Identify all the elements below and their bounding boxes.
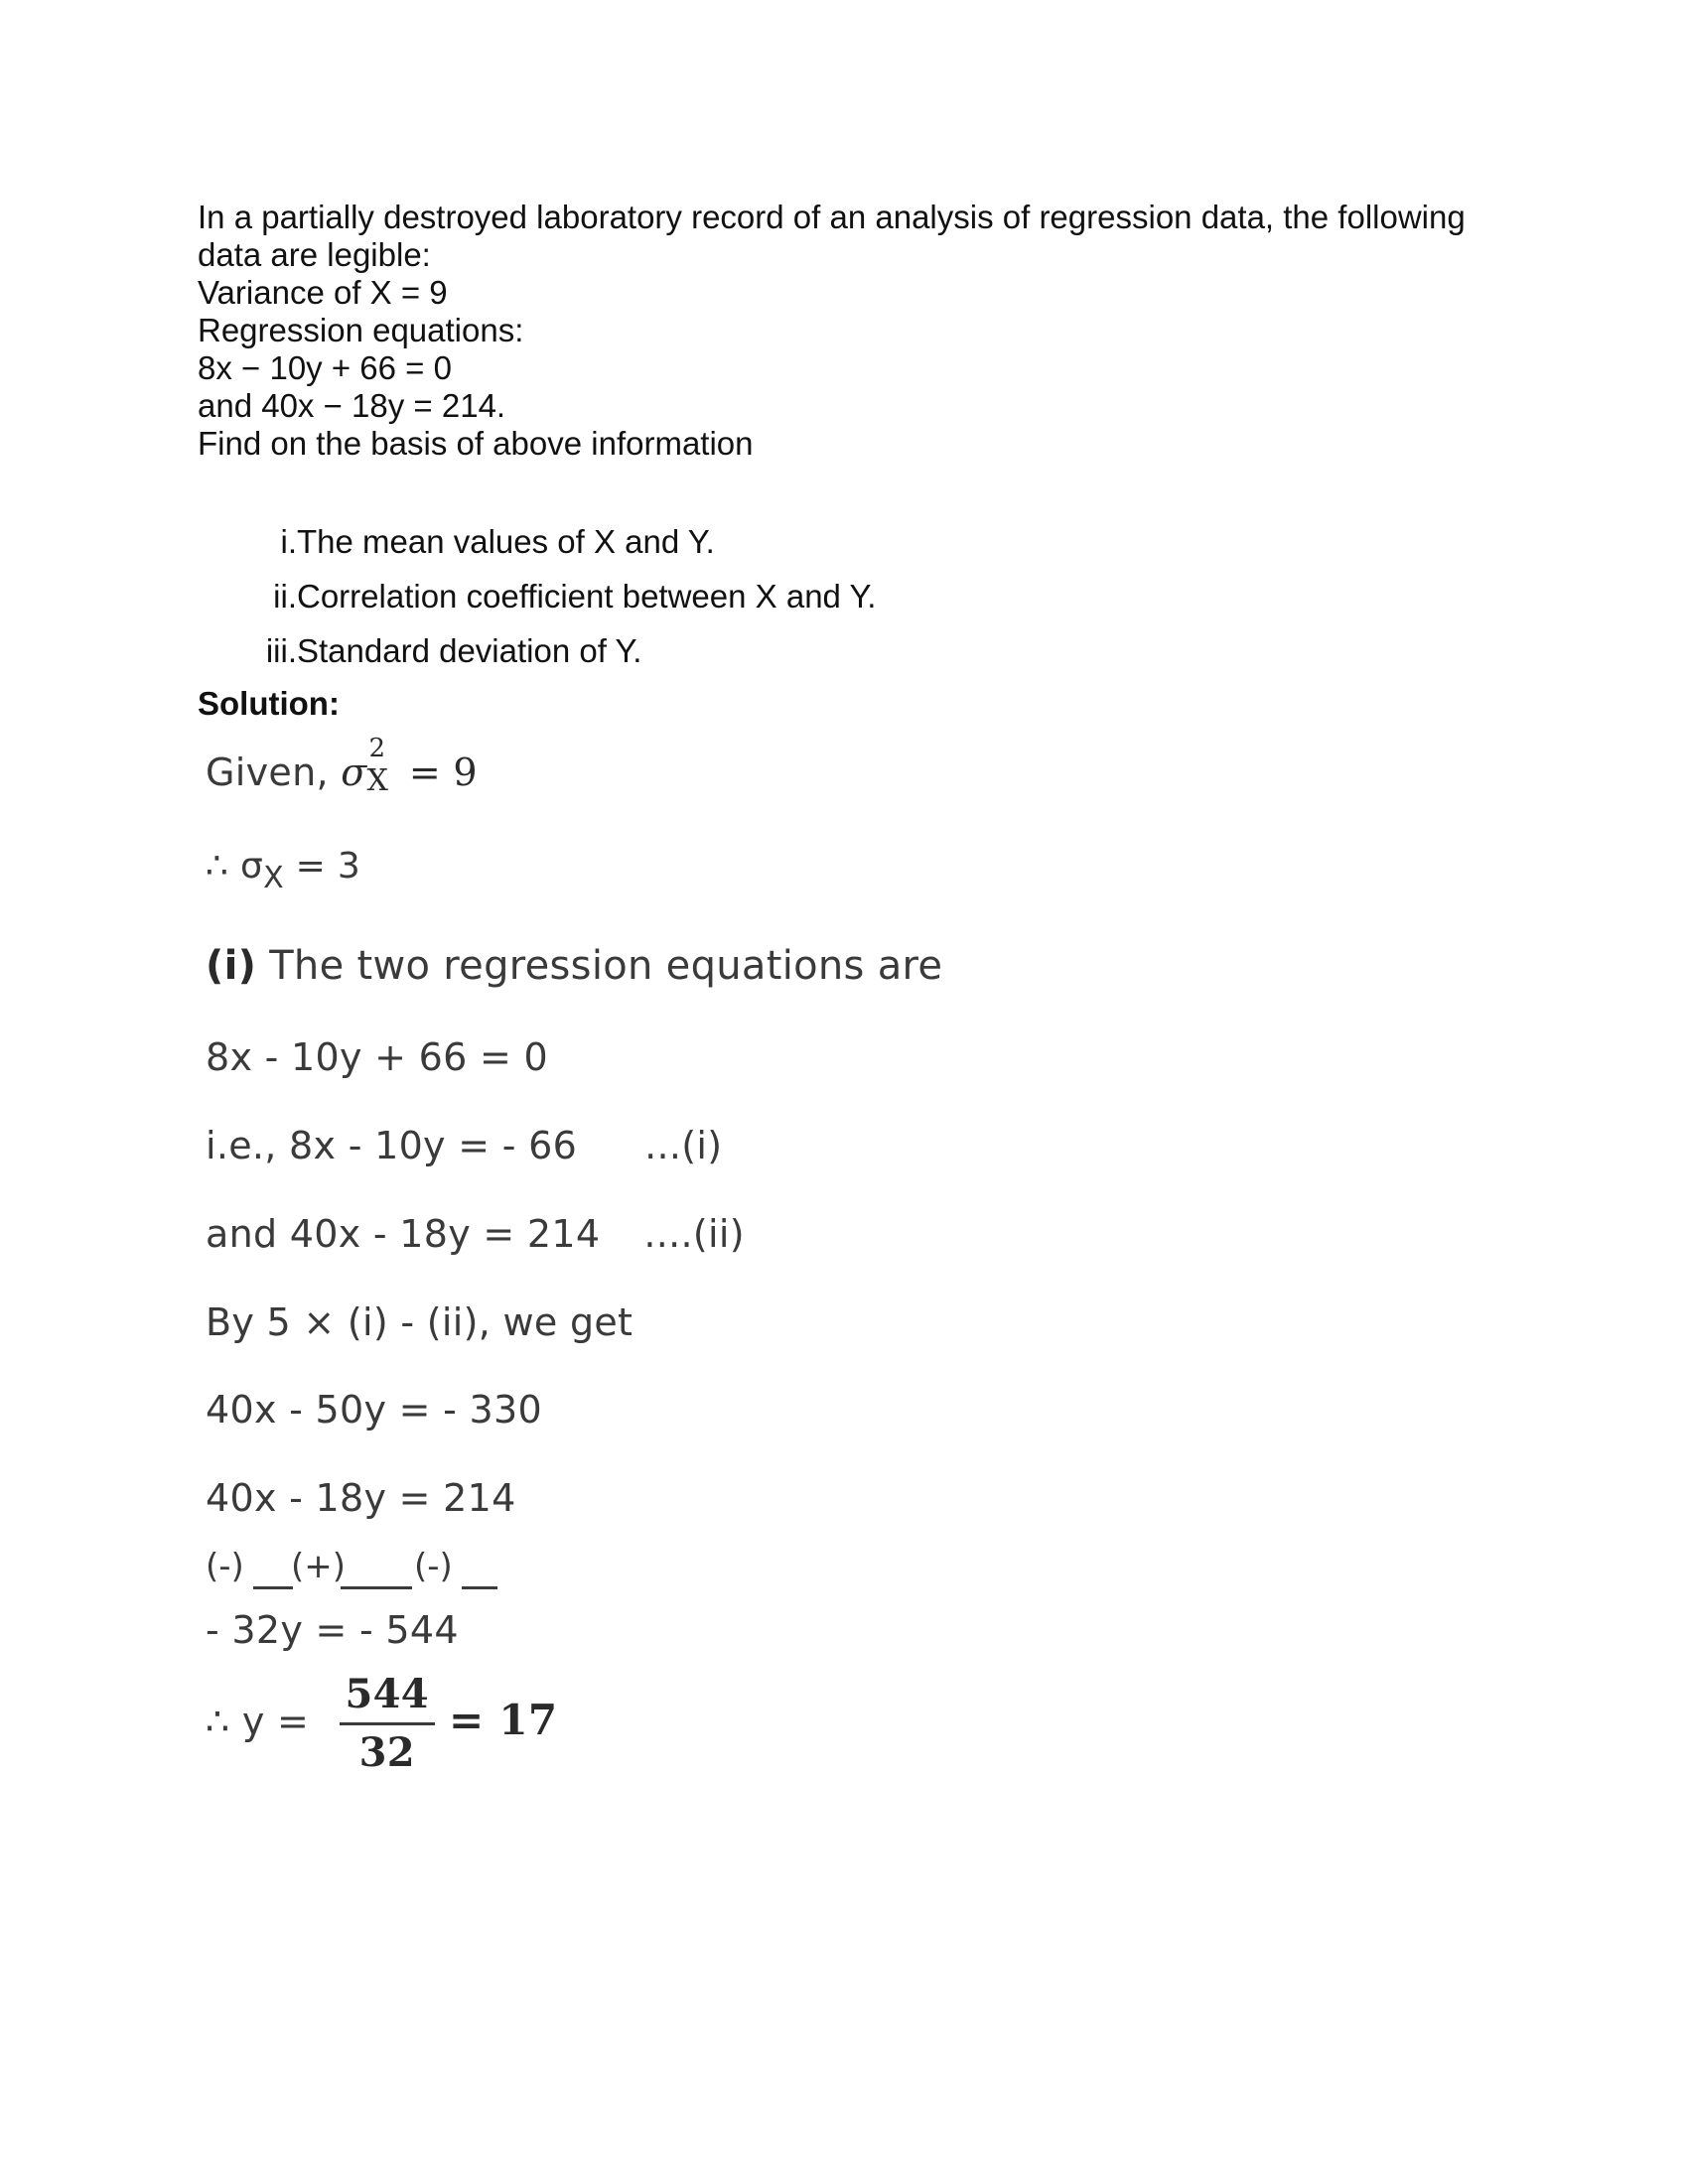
sigma-x-prefix: ∴ σ <box>206 846 264 887</box>
equation-1-simplified <box>206 1124 722 1167</box>
given-line <box>206 733 478 798</box>
equation-1-line: 8x − 10y + 66 = 0 <box>198 349 452 386</box>
sign-const: (-) <box>414 1547 453 1586</box>
step-line: By 5 × (i) - (ii), we get <box>206 1300 633 1344</box>
sigma-superscript: 2 <box>368 733 386 763</box>
question-number: iii. <box>265 632 297 669</box>
fraction-numerator: 544 <box>340 1673 435 1725</box>
find-line: Find on the basis of above information <box>198 425 754 462</box>
part-i-heading <box>206 943 942 989</box>
given-prefix: Given, <box>206 751 342 794</box>
line-a: 40x - 50y = - 330 <box>206 1388 542 1432</box>
subtraction-signs <box>206 1547 503 1586</box>
line-b: 40x - 18y = 214 <box>206 1476 516 1520</box>
result-line: - 32y = - 544 <box>206 1608 459 1652</box>
given-rhs: = 9 <box>396 751 478 794</box>
question-text: Correlation coefficient between X and Y. <box>297 578 877 614</box>
sign-x: (-) <box>206 1547 244 1586</box>
sign-y: (+) <box>291 1547 347 1586</box>
equation-1: 8x - 10y + 66 = 0 <box>206 1035 549 1079</box>
y-fraction <box>340 1673 435 1775</box>
sigma-x-line <box>206 846 361 895</box>
question-item <box>198 578 1290 615</box>
equation-2-text: and 40x - 18y = 214 <box>206 1212 601 1256</box>
equation-1-ie: i.e., 8x - 10y = - 66 <box>206 1124 578 1167</box>
sigma-symbol: σ <box>341 751 367 794</box>
underline <box>462 1586 497 1589</box>
question-item <box>198 632 1290 670</box>
sigma-subscript: X <box>366 762 389 798</box>
equation-2 <box>206 1212 745 1256</box>
question-number: i. <box>280 523 297 560</box>
question-text: The mean values of X and Y. <box>297 523 715 560</box>
underline <box>341 1586 412 1589</box>
y-value: = 17 <box>448 1696 558 1744</box>
y-prefix: ∴ y = <box>206 1700 322 1743</box>
variance-line: Variance of X = 9 <box>198 274 448 311</box>
problem-intro: In a partially destroyed laboratory record of an analysis of regression data, the following data are legible: <box>198 199 1466 273</box>
sigma-scripts <box>366 733 396 798</box>
question-number: ii. <box>273 578 297 614</box>
equation-2-line: and 40x − 18y = 214. <box>198 387 506 424</box>
underline <box>253 1586 293 1589</box>
regression-heading-line: Regression equations: <box>198 312 524 348</box>
sigma-x-rhs: = 3 <box>283 846 361 887</box>
question-text: Standard deviation of Y. <box>297 632 642 669</box>
question-item <box>198 523 1290 561</box>
sigma-x-subscript: X <box>263 861 284 895</box>
part-label: (i) <box>206 943 257 989</box>
part-text: The two regression equations are <box>256 943 943 989</box>
y-value-line <box>206 1673 557 1775</box>
equation-tag-ii: ....(ii) <box>643 1212 745 1256</box>
equation-tag-i: ...(i) <box>644 1124 723 1167</box>
solution-heading: Solution: <box>198 685 340 722</box>
fraction-denominator: 32 <box>358 1729 415 1776</box>
